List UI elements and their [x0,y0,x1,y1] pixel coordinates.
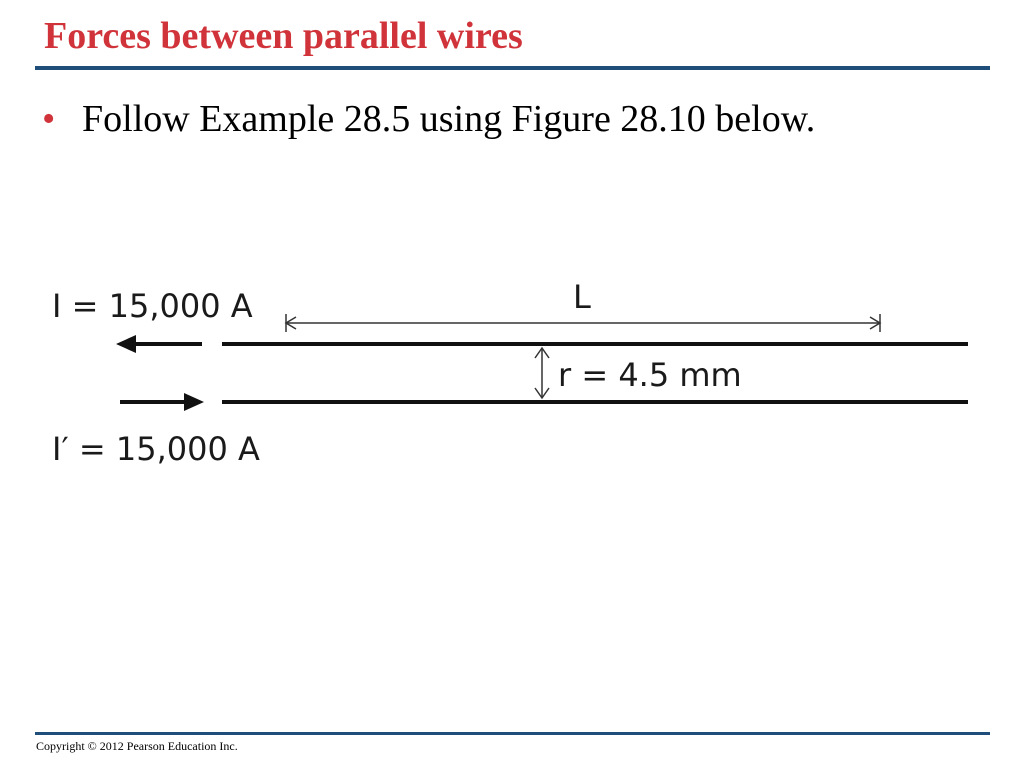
parallel-wires-figure [40,270,985,480]
separation-label: r = 4.5 mm [558,356,742,394]
bottom-current-arrow [120,393,204,411]
slide-title: Forces between parallel wires [44,15,523,57]
bullet-marker: • [42,98,56,140]
bullet-text: Follow Example 28.5 using Figure 28.10 below. [82,98,816,140]
copyright-text: Copyright © 2012 Pearson Education Inc. [36,739,238,753]
top-current-arrow [116,335,202,353]
bullet-item [42,95,815,143]
length-dimension [286,314,880,332]
bottom-current-label: I′ = 15,000 A [52,430,260,468]
title-divider [35,66,990,70]
top-current-label: I = 15,000 A [52,287,253,325]
separation-dimension [535,348,549,398]
footer-divider [35,732,990,735]
length-label: L [573,278,591,316]
